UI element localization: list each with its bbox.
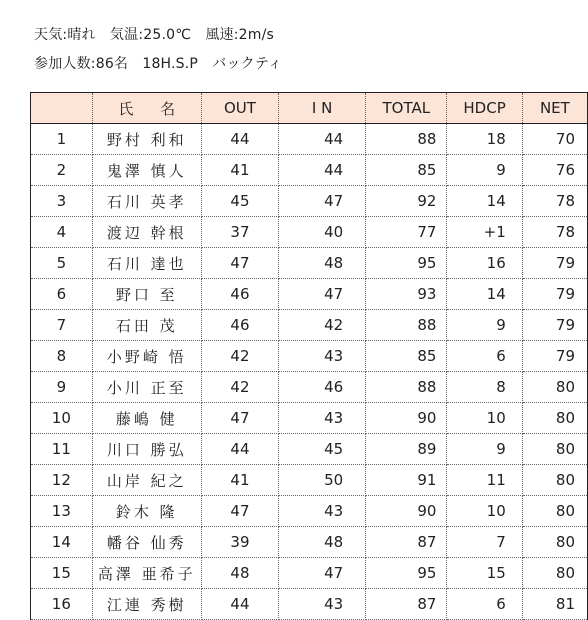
player-name: 小野崎 悟	[92, 341, 201, 372]
in-score: 43	[279, 403, 366, 434]
table-row	[31, 217, 588, 248]
out-score: 44	[201, 434, 278, 465]
net-score: 81	[522, 589, 587, 620]
table-row	[31, 527, 588, 558]
table-row	[31, 310, 588, 341]
rank-cell: 3	[31, 186, 93, 217]
table-row	[31, 372, 588, 403]
table-row	[31, 155, 588, 186]
player-name: 高澤 亜希子	[92, 558, 201, 589]
net-score: 80	[522, 434, 587, 465]
net-score: 80	[522, 465, 587, 496]
handicap: 9	[447, 155, 522, 186]
net-score: 78	[522, 217, 587, 248]
handicap: 16	[447, 248, 522, 279]
rank-cell: 2	[31, 155, 93, 186]
table-row	[31, 403, 588, 434]
handicap: 7	[447, 527, 522, 558]
handicap: 10	[447, 496, 522, 527]
in-score: 43	[279, 589, 366, 620]
rank-cell: 4	[31, 217, 93, 248]
in-score: 44	[279, 124, 366, 155]
rank-cell: 12	[31, 465, 93, 496]
player-name: 川口 勝弘	[92, 434, 201, 465]
in-score: 48	[279, 527, 366, 558]
table-row	[31, 186, 588, 217]
total-score: 95	[366, 248, 447, 279]
total-score: 95	[366, 558, 447, 589]
table-row	[31, 341, 588, 372]
in-score: 47	[279, 558, 366, 589]
rank-cell: 7	[31, 310, 93, 341]
rank-cell: 9	[31, 372, 93, 403]
results-table	[30, 92, 588, 620]
player-name: 藤嶋 健	[92, 403, 201, 434]
header-out: OUT	[201, 93, 278, 124]
net-score: 80	[522, 403, 587, 434]
player-name: 幡谷 仙秀	[92, 527, 201, 558]
handicap: 9	[447, 310, 522, 341]
total-score: 87	[366, 527, 447, 558]
rank-cell: 5	[31, 248, 93, 279]
total-score: 89	[366, 434, 447, 465]
in-score: 44	[279, 155, 366, 186]
out-score: 46	[201, 279, 278, 310]
out-score: 37	[201, 217, 278, 248]
out-score: 45	[201, 186, 278, 217]
handicap: 6	[447, 341, 522, 372]
rank-cell: 14	[31, 527, 93, 558]
rank-cell: 15	[31, 558, 93, 589]
handicap: +1	[447, 217, 522, 248]
player-name: 鬼澤 慎人	[92, 155, 201, 186]
net-score: 76	[522, 155, 587, 186]
in-score: 45	[279, 434, 366, 465]
table-row	[31, 589, 588, 620]
in-score: 42	[279, 310, 366, 341]
table-row	[31, 496, 588, 527]
handicap: 6	[447, 589, 522, 620]
out-score: 44	[201, 589, 278, 620]
net-score: 80	[522, 527, 587, 558]
player-name: 江連 秀樹	[92, 589, 201, 620]
in-score: 47	[279, 186, 366, 217]
handicap: 8	[447, 372, 522, 403]
out-score: 47	[201, 403, 278, 434]
player-name: 鈴木 隆	[92, 496, 201, 527]
handicap: 14	[447, 186, 522, 217]
handicap: 10	[447, 403, 522, 434]
player-name: 石川 英孝	[92, 186, 201, 217]
out-score: 42	[201, 372, 278, 403]
table-row	[31, 465, 588, 496]
net-score: 79	[522, 310, 587, 341]
out-score: 47	[201, 496, 278, 527]
rank-cell: 6	[31, 279, 93, 310]
out-score: 42	[201, 341, 278, 372]
total-score: 77	[366, 217, 447, 248]
handicap: 18	[447, 124, 522, 155]
header-hdcp: HDCP	[447, 93, 522, 124]
total-score: 90	[366, 496, 447, 527]
player-name: 石田 茂	[92, 310, 201, 341]
out-score: 48	[201, 558, 278, 589]
in-score: 48	[279, 248, 366, 279]
handicap: 11	[447, 465, 522, 496]
rank-cell: 1	[31, 124, 93, 155]
rank-cell: 11	[31, 434, 93, 465]
net-score: 80	[522, 372, 587, 403]
handicap: 9	[447, 434, 522, 465]
player-name: 山岸 紀之	[92, 465, 201, 496]
total-score: 85	[366, 341, 447, 372]
handicap: 15	[447, 558, 522, 589]
in-score: 43	[279, 341, 366, 372]
player-name: 渡辺 幹根	[92, 217, 201, 248]
header-in: I N	[279, 93, 366, 124]
in-score: 40	[279, 217, 366, 248]
net-score: 70	[522, 124, 587, 155]
table-row	[31, 279, 588, 310]
player-name: 石川 達也	[92, 248, 201, 279]
player-name: 小川 正至	[92, 372, 201, 403]
in-score: 43	[279, 496, 366, 527]
player-name: 野村 利和	[92, 124, 201, 155]
table-row	[31, 248, 588, 279]
total-score: 88	[366, 372, 447, 403]
out-score: 41	[201, 465, 278, 496]
total-score: 87	[366, 589, 447, 620]
table-row	[31, 434, 588, 465]
net-score: 79	[522, 279, 587, 310]
weather-info: 天気:晴れ 気温:25.0℃ 風速:2m/s	[34, 27, 274, 43]
out-score: 44	[201, 124, 278, 155]
header-net: NET	[522, 93, 587, 124]
table-row	[31, 124, 588, 155]
in-score: 50	[279, 465, 366, 496]
header-total: TOTAL	[366, 93, 447, 124]
total-score: 93	[366, 279, 447, 310]
header-name: 氏 名	[92, 93, 201, 124]
header-rank	[31, 93, 93, 124]
net-score: 79	[522, 341, 587, 372]
handicap: 14	[447, 279, 522, 310]
total-score: 90	[366, 403, 447, 434]
net-score: 79	[522, 248, 587, 279]
in-score: 46	[279, 372, 366, 403]
rank-cell: 13	[31, 496, 93, 527]
table-row	[31, 558, 588, 589]
header-row	[31, 93, 588, 124]
net-score: 80	[522, 496, 587, 527]
participant-info: 参加人数:86名 18H.S.P バックティ	[34, 56, 283, 72]
total-score: 92	[366, 186, 447, 217]
net-score: 78	[522, 186, 587, 217]
out-score: 47	[201, 248, 278, 279]
out-score: 46	[201, 310, 278, 341]
out-score: 41	[201, 155, 278, 186]
total-score: 91	[366, 465, 447, 496]
rank-cell: 8	[31, 341, 93, 372]
in-score: 47	[279, 279, 366, 310]
total-score: 88	[366, 124, 447, 155]
total-score: 88	[366, 310, 447, 341]
out-score: 39	[201, 527, 278, 558]
total-score: 85	[366, 155, 447, 186]
player-name: 野口 至	[92, 279, 201, 310]
rank-cell: 10	[31, 403, 93, 434]
rank-cell: 16	[31, 589, 93, 620]
net-score: 80	[522, 558, 587, 589]
